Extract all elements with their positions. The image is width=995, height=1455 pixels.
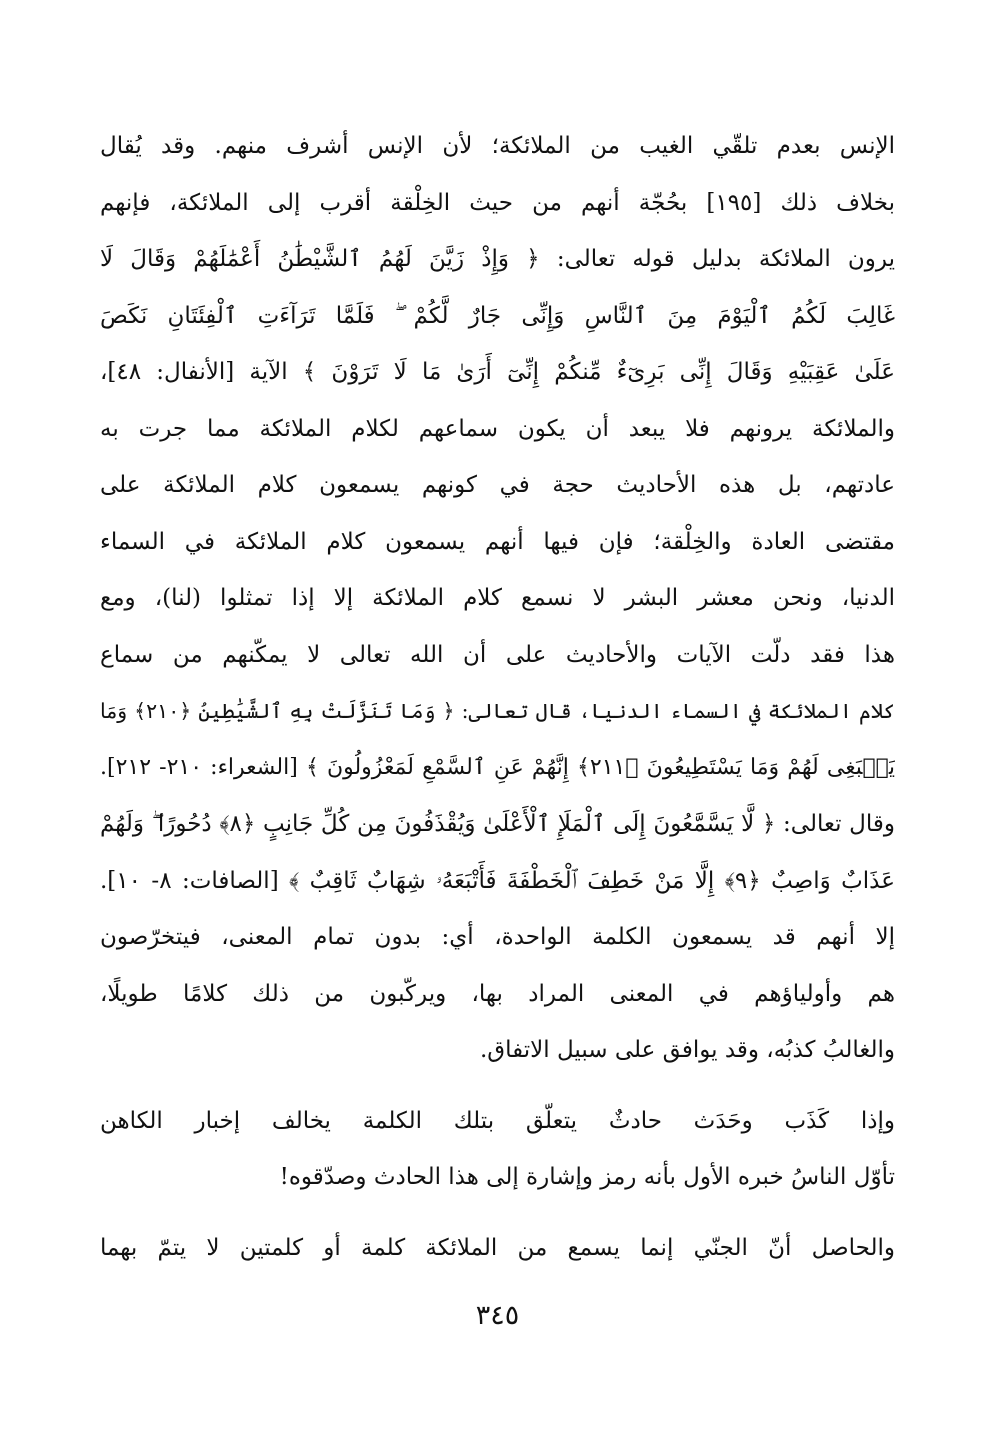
page-number: ٣٤٥: [475, 1300, 520, 1331]
quran-verse-line: غَالِبَ لَكُمُ ٱلْيَوْمَ مِنَ ٱلنَّاسِ وَإِنِّى جَارٌ لَّكُمْ ۖ فَلَمَّا تَرَآءَتِ ٱلْفِئَتَانِ نَكَصَ: [100, 302, 895, 329]
text-line: وقال تعالى: ﴿ لَّا يَسَّمَّعُونَ إِلَى ٱلْمَلَإِ ٱلْأَعْلَىٰ وَيُقْذَفُونَ مِن كُلِّ جَانِبٍ ﴿٨﴾ دُحُورًا ۖ وَلَهُمْ: [100, 811, 895, 837]
paragraph-gap: [100, 1079, 895, 1093]
text-line: تأوّل الناسُ خبره الأول بأنه رمز وإشارة إلى هذا الحادث وصدّقوه!: [279, 1164, 895, 1190]
text-line: إلا أنهم قد يسمعون الكلمة الواحدة، أي: بدون تمام المعنى، فيتخرّصون: [100, 924, 895, 950]
text-line: هم وأولياؤهم في المعنى المراد بها، ويركّبون من ذلك كلامًا طويلًا،: [100, 980, 895, 1007]
text-line: الإنس بعدم تلقّي الغيب من الملائكة؛ لأن الإنس أشرف منهم. وقد يُقال: [100, 133, 895, 159]
paragraph-2: [100, 1093, 895, 1206]
text-line: كلام الملائكة في السماء الدنيا، قال تعالى: ﴿ وَمَا تَنَزَّلَتْ بِهِ ٱلشَّيَٰطِينُ ﴿٢١٠﴾ وَمَا: [100, 699, 895, 723]
text-line: يرون الملائكة بدليل قوله تعالى: ﴿ وَإِذْ زَيَّنَ لَهُمُ ٱلشَّيْطَٰنُ أَعْمَٰلَهُمْ وَقَالَ لَا: [100, 246, 895, 272]
text-line: والغالبُ كذبُه، وقد يوافق على سبيل الاتفاق.: [479, 1037, 895, 1063]
text-line: عادتهم، بل هذه الأحاديث حجة في كونهم يسمعون كلام الملائكة على: [100, 472, 895, 498]
text-line: الدنيا، ونحن معشر البشر لا نسمع كلام الملائكة إلا إذا تمثلوا (لنا)، ومع: [100, 585, 895, 611]
paragraph-3: [100, 1220, 895, 1277]
text-line: وإذا كَذَب وحَدَث حادثٌ يتعلّق بتلك الكلمة يخالف إخبار الكاهن: [100, 1107, 895, 1134]
text-line: والملائكة يرونهم فلا يبعد أن يكون سماعهم لكلام الملائكة مما جرت به: [100, 415, 895, 442]
paragraph-gap: [100, 1206, 895, 1220]
paragraph-1: [100, 118, 895, 1079]
text-line: هذا فقد دلّت الآيات والأحاديث على أن الله تعالى لا يمكّنهم من سماع: [100, 641, 895, 668]
text-line: عَلَىٰ عَقِبَيْهِ وَقَالَ إِنِّى بَرِىٓءٌ مِّنكُمْ إِنِّىٓ أَرَىٰ مَا لَا تَرَوْنَ ﴾ الآية [الأنفال: ٤٨]،: [100, 359, 895, 385]
text-line: والحاصل أنّ الجنّي إنما يسمع من الملائكة كلمة أو كلمتين لا يتمّ بهما: [100, 1234, 895, 1261]
text-line: مقتضى العادة والخِلْقة؛ فإن فيها أنهم يسمعون كلام الملائكة في السماء: [100, 528, 895, 555]
text-line: يَنۢبَغِى لَهُمْ وَمَا يَسْتَطِيعُونَ ﴿٢١١﴾ إِنَّهُمْ عَنِ ٱلسَّمْعِ لَمَعْزُولُونَ ﴾ [الشعراء: ٢١٠- ٢١٢].: [100, 754, 895, 780]
text-line: بخلاف ذلك [١٩٥] بحُجّة أنهم من حيث الخِلْقة أقرب إلى الملائكة، فإنهم: [100, 189, 895, 216]
text-line: عَذَابٌ وَاصِبٌ ﴿٩﴾ إِلَّا مَنْ خَطِفَ ٱلْخَطْفَةَ فَأَتْبَعَهُۥ شِهَابٌ ثَاقِبٌ ﴾ [الصافات: ٨- ١٠].: [100, 867, 895, 894]
page-body: [100, 118, 895, 1276]
